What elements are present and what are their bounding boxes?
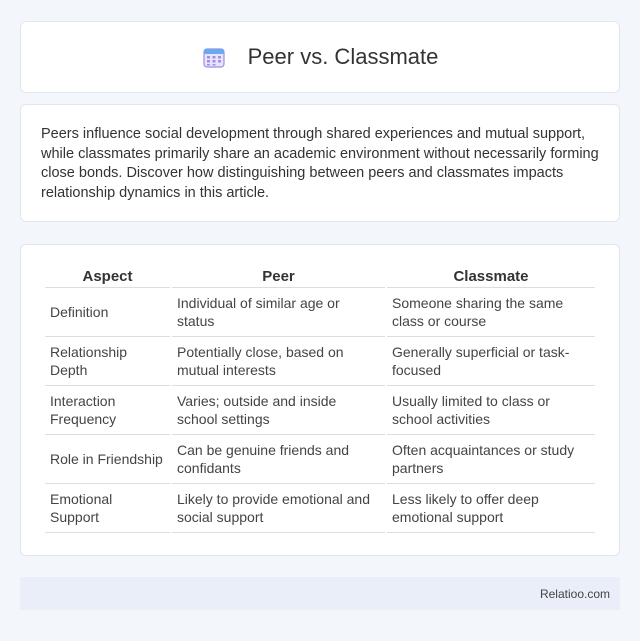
table-row <box>45 337 595 386</box>
row-classmate: Less likely to offer deep emotional support <box>387 484 595 533</box>
row-aspect: Relationship Depth <box>45 337 170 386</box>
footer <box>20 577 620 610</box>
header-aspect: Aspect <box>45 265 170 288</box>
intro-card <box>20 104 620 222</box>
row-aspect: Interaction Frequency <box>45 386 170 435</box>
header-peer: Peer <box>172 265 385 288</box>
row-peer: Likely to provide emotional and social support <box>172 484 385 533</box>
header-classmate: Classmate <box>387 265 595 288</box>
footer-brand-link[interactable]: Relatioo.com <box>539 586 610 601</box>
row-classmate: Usually limited to class or school activities <box>387 386 595 435</box>
row-classmate: Often acquaintances or study partners <box>387 435 595 484</box>
row-peer: Can be genuine friends and confidants <box>172 435 385 484</box>
row-aspect: Emotional Support <box>45 484 170 533</box>
page-title: Peer vs. Classmate <box>247 44 439 69</box>
row-classmate: Generally superficial or task-focused <box>387 337 595 386</box>
row-aspect: Definition <box>45 288 170 337</box>
row-peer: Varies; outside and inside school settings <box>172 386 385 435</box>
row-aspect: Role in Friendship <box>45 435 170 484</box>
title-card <box>20 21 620 93</box>
table-header-row <box>45 265 595 288</box>
table-row <box>45 484 595 533</box>
table-row <box>45 288 595 337</box>
comparison-card <box>20 244 620 556</box>
row-classmate: Someone sharing the same class or course <box>387 288 595 337</box>
row-peer: Individual of similar age or status <box>172 288 385 337</box>
calendar-icon <box>202 45 226 69</box>
table-row <box>45 435 595 484</box>
comparison-table <box>43 265 597 533</box>
row-peer: Potentially close, based on mutual interests <box>172 337 385 386</box>
table-row <box>45 386 595 435</box>
intro-text: Peers influence social development through shared experiences and mutual support, while classmates primarily share an academic environment without necessarily forming close bonds. Discover how distinguishing between peers and classmates impacts relationship dynamics in this article. <box>41 126 599 201</box>
